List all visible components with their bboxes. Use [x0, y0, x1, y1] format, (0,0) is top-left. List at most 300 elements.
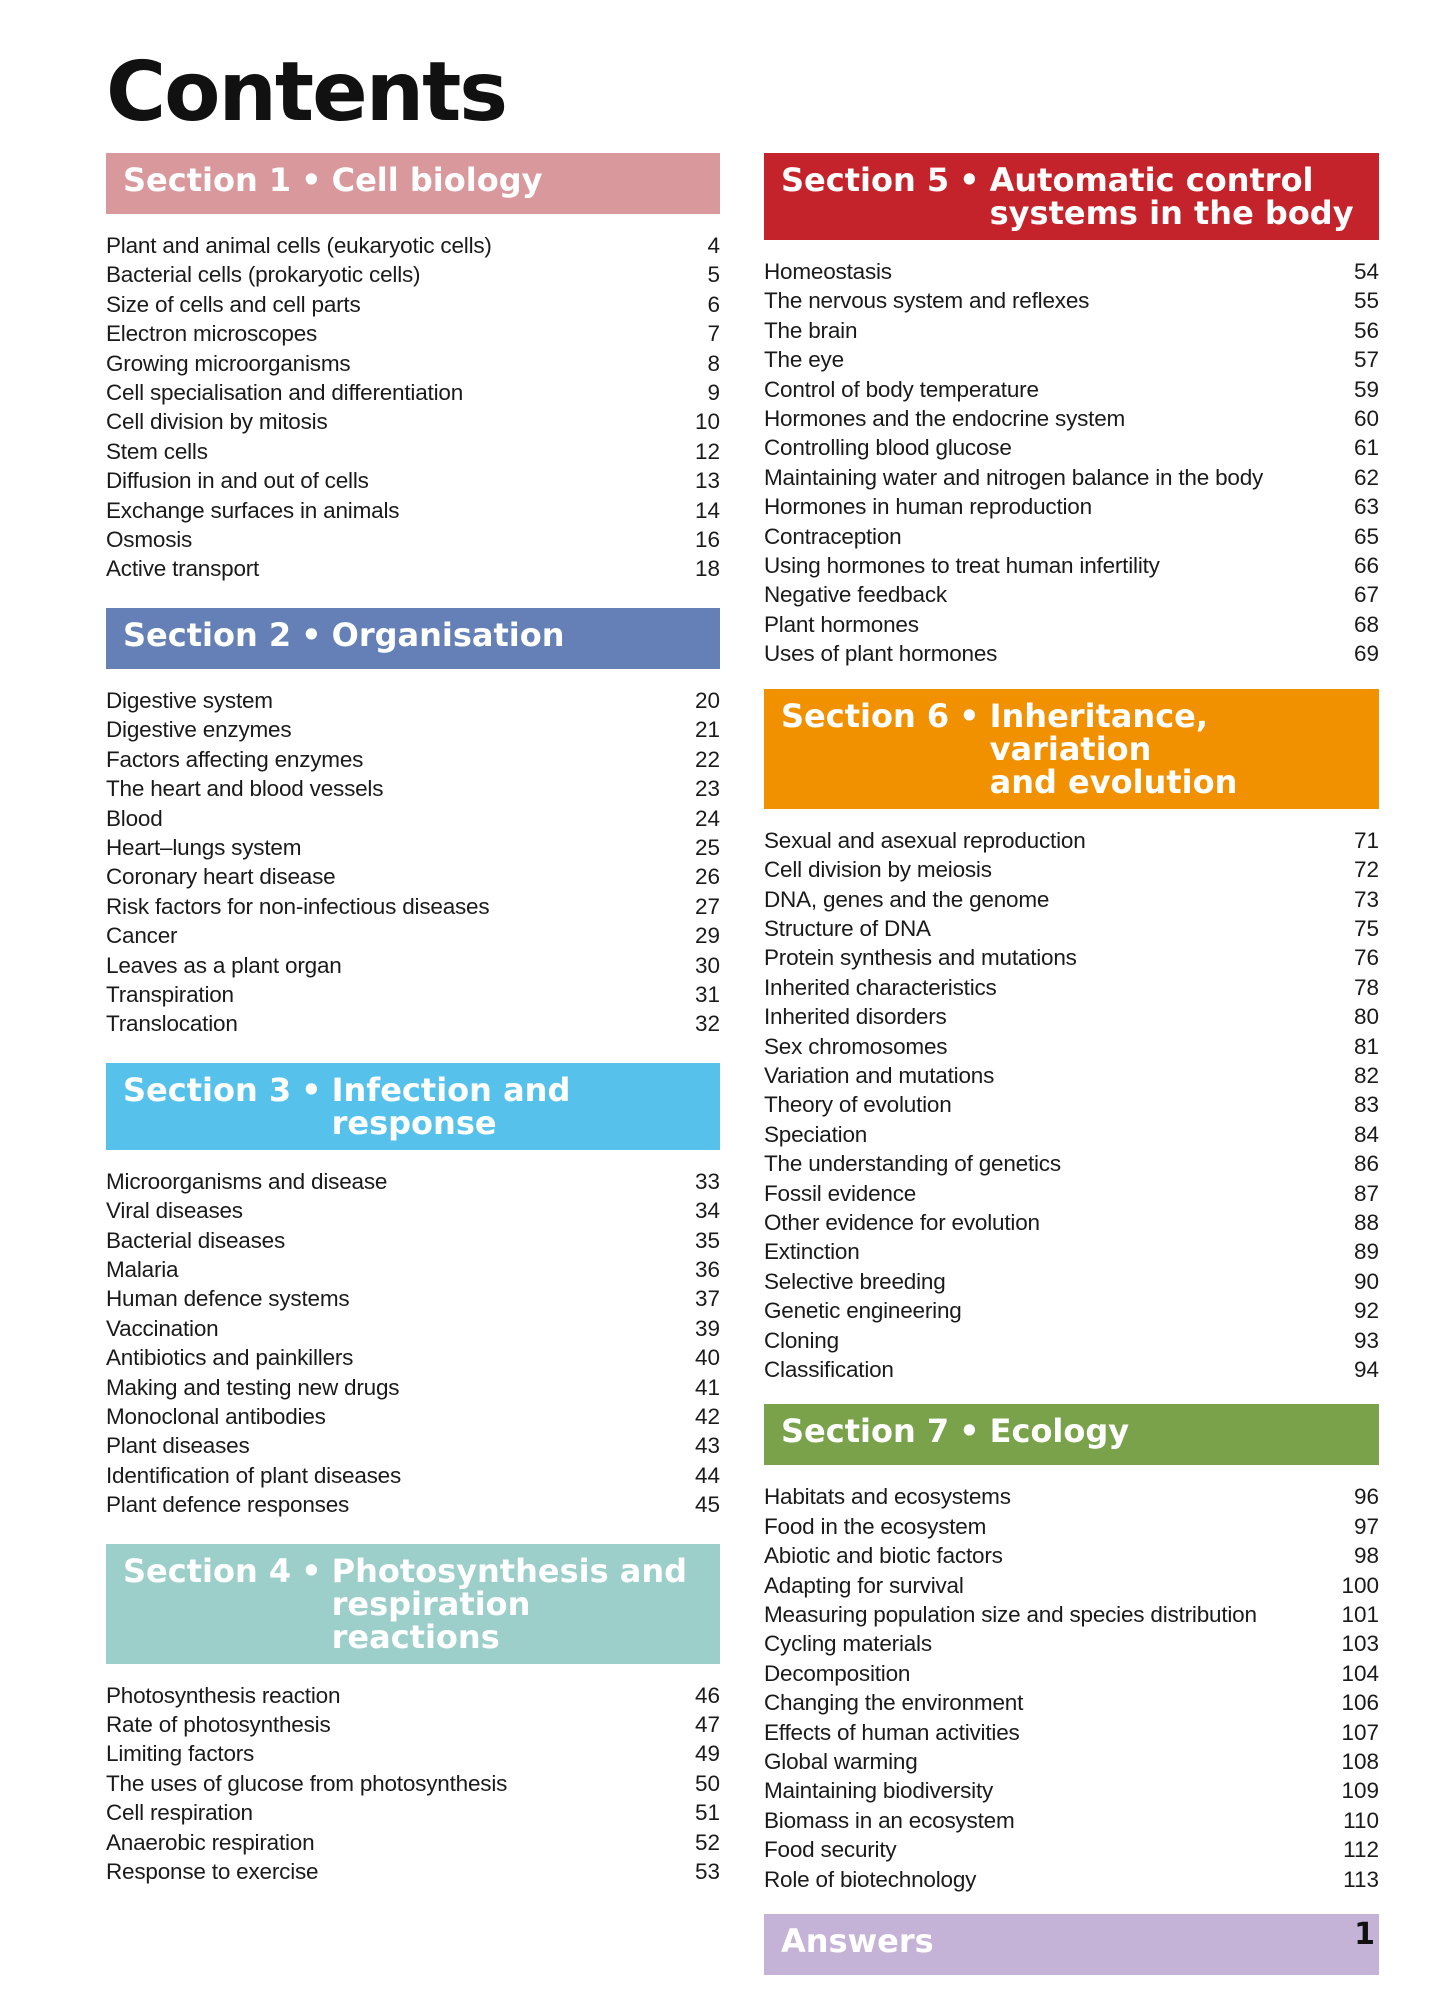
entry-page-number: 63 — [1353, 494, 1379, 520]
toc-entry[interactable] — [106, 1314, 720, 1343]
section-4 — [106, 1544, 720, 1887]
entry-page-number: 83 — [1353, 1092, 1379, 1118]
toc-entry[interactable] — [764, 1032, 1379, 1061]
toc-entry[interactable] — [764, 1149, 1379, 1178]
entry-page-number: 88 — [1353, 1209, 1379, 1235]
section-title: Organisation — [331, 615, 565, 654]
toc-entry[interactable] — [106, 1461, 720, 1490]
entry-page-number: 78 — [1353, 974, 1379, 1000]
entry-page-number: 52 — [694, 1829, 720, 1855]
toc-entry[interactable] — [106, 407, 720, 436]
entry-title: Negative feedback — [764, 582, 947, 608]
section-number: Section 4 • — [123, 1555, 332, 1588]
entry-title: Risk factors for non-infectious diseases — [106, 893, 490, 919]
entry-title: The brain — [764, 317, 858, 343]
entry-page-number: 92 — [1353, 1298, 1379, 1324]
entry-title: Hormones and the endocrine system — [764, 406, 1126, 432]
entry-page-number: 29 — [694, 923, 720, 949]
toc-entry[interactable] — [106, 349, 720, 378]
section-2 — [106, 608, 720, 1039]
entry-title: The nervous system and reflexes — [764, 288, 1090, 314]
entry-page-number: 51 — [694, 1800, 720, 1826]
toc-entry[interactable] — [106, 1255, 720, 1284]
section-5 — [764, 153, 1379, 669]
entry-title: The understanding of genetics — [764, 1151, 1061, 1177]
entry-page-number: 93 — [1353, 1327, 1379, 1353]
entry-page-number: 110 — [1343, 1807, 1379, 1833]
toc-entry[interactable] — [764, 1806, 1379, 1835]
entry-page-number: 39 — [694, 1315, 720, 1341]
section-number: Section 7 • — [781, 1415, 990, 1448]
section-title: Automatic control systems in the body — [989, 161, 1354, 232]
entry-title: Coronary heart disease — [106, 864, 336, 890]
entry-title: Bacterial cells (prokaryotic cells) — [106, 262, 421, 288]
toc-entry[interactable] — [106, 1226, 720, 1255]
section-answers — [764, 1914, 1379, 1975]
entry-title: Cell specialisation and differentiation — [106, 380, 464, 406]
entry-page-number: 82 — [1353, 1062, 1379, 1088]
entry-page-number: 59 — [1353, 376, 1379, 402]
toc-entry[interactable] — [106, 466, 720, 495]
toc-entry[interactable] — [106, 1490, 720, 1519]
toc-entry[interactable] — [106, 496, 720, 525]
entry-page-number: 20 — [694, 687, 720, 713]
entry-page-number: 97 — [1353, 1513, 1379, 1539]
entry-title: Food in the ecosystem — [764, 1513, 987, 1539]
entry-title: Uses of plant hormones — [764, 641, 998, 667]
toc-entry[interactable] — [764, 610, 1379, 639]
toc-entry[interactable] — [764, 943, 1379, 972]
section-title: Ecology — [989, 1412, 1130, 1451]
toc-entry[interactable] — [106, 1167, 720, 1196]
toc-entry[interactable] — [106, 1402, 720, 1431]
section-title: Infection and response — [331, 1070, 571, 1142]
entry-page-number: 76 — [1353, 945, 1379, 971]
entry-title: Factors affecting enzymes — [106, 746, 364, 772]
entry-title: Bacterial diseases — [106, 1227, 285, 1253]
entry-page-number: 67 — [1353, 582, 1379, 608]
toc-entry[interactable] — [764, 885, 1379, 914]
entry-page-number: 98 — [1353, 1543, 1379, 1569]
entry-title: Plant hormones — [764, 611, 919, 637]
entry-page-number: 45 — [694, 1492, 720, 1518]
entry-page-number: 53 — [694, 1859, 720, 1885]
entry-title: Cloning — [764, 1327, 839, 1353]
entry-title: Sexual and asexual reproduction — [764, 827, 1086, 853]
toc-entry[interactable] — [764, 316, 1379, 345]
entry-title: Structure of DNA — [764, 915, 931, 941]
entry-page-number: 73 — [1353, 886, 1379, 912]
toc-entry[interactable] — [106, 260, 720, 289]
entry-page-number: 50 — [694, 1770, 720, 1796]
toc-entry[interactable] — [764, 1718, 1379, 1747]
toc-entry[interactable] — [106, 1857, 720, 1886]
entry-page-number: 21 — [694, 717, 720, 743]
toc-entry[interactable] — [106, 1710, 720, 1739]
toc-entry[interactable] — [764, 1865, 1379, 1894]
section-title: Photosynthesis and respiration reactions — [331, 1551, 688, 1656]
entry-page-number: 100 — [1341, 1572, 1379, 1598]
toc-entry[interactable] — [764, 522, 1379, 551]
entry-title: Cycling materials — [764, 1631, 932, 1657]
entry-title: Inherited characteristics — [764, 974, 997, 1000]
section-header[interactable] — [764, 689, 1379, 809]
toc-entry[interactable] — [764, 1267, 1379, 1296]
toc-entry[interactable] — [106, 554, 720, 583]
entry-page-number: 81 — [1353, 1033, 1379, 1059]
toc-entry[interactable] — [764, 1326, 1379, 1355]
toc-entry[interactable] — [764, 1061, 1379, 1090]
entry-page-number: 14 — [694, 497, 720, 523]
entry-page-number: 37 — [694, 1286, 720, 1312]
toc-entry[interactable] — [106, 319, 720, 348]
entry-page-number: 65 — [1353, 523, 1379, 549]
entry-page-number: 86 — [1353, 1151, 1379, 1177]
toc-entry[interactable] — [764, 1835, 1379, 1864]
entry-title: Cell division by mitosis — [106, 409, 328, 435]
entry-title: Control of body temperature — [764, 376, 1039, 402]
toc-entry[interactable] — [764, 492, 1379, 521]
entry-title: Leaves as a plant organ — [106, 952, 342, 978]
entry-title: Cancer — [106, 923, 178, 949]
entry-title: Changing the environment — [764, 1690, 1024, 1716]
answers-header[interactable] — [764, 1914, 1379, 1975]
toc-entry[interactable] — [106, 804, 720, 833]
toc-entry[interactable] — [106, 1681, 720, 1710]
entry-page-number: 9 — [707, 380, 720, 406]
entry-title: Electron microscopes — [106, 321, 318, 347]
entry-page-number: 30 — [694, 952, 720, 978]
entry-title: Adapting for survival — [764, 1572, 964, 1598]
toc-entry[interactable] — [106, 892, 720, 921]
toc-entry[interactable] — [764, 433, 1379, 462]
toc-entry[interactable] — [106, 231, 720, 260]
section-1 — [106, 153, 720, 584]
entry-page-number: 26 — [694, 864, 720, 890]
entry-page-number: 12 — [694, 438, 720, 464]
entry-list — [764, 809, 1379, 1385]
entry-list — [106, 1150, 720, 1520]
toc-entry[interactable] — [106, 1196, 720, 1225]
entry-title: Exchange surfaces in animals — [106, 497, 400, 523]
entry-list — [106, 214, 720, 584]
entry-page-number: 87 — [1353, 1180, 1379, 1206]
entry-title: Maintaining biodiversity — [764, 1778, 994, 1804]
entry-title: Plant diseases — [106, 1433, 250, 1459]
entry-title: Theory of evolution — [764, 1092, 952, 1118]
entry-page-number: 5 — [707, 262, 720, 288]
section-header[interactable] — [106, 1544, 720, 1664]
entry-title: Controlling blood glucose — [764, 435, 1012, 461]
section-number: Section 6 • — [781, 700, 990, 733]
entry-page-number: 4 — [707, 233, 720, 258]
entry-title: Sex chromosomes — [764, 1033, 948, 1059]
toc-entry[interactable] — [106, 686, 720, 715]
entry-page-number: 55 — [1353, 288, 1379, 314]
entry-page-number: 66 — [1353, 553, 1379, 579]
entry-title: Other evidence for evolution — [764, 1209, 1040, 1235]
toc-entry[interactable] — [106, 1769, 720, 1798]
toc-entry[interactable] — [764, 1296, 1379, 1325]
toc-entry[interactable] — [106, 862, 720, 891]
section-header[interactable] — [764, 153, 1379, 240]
section-number: Section 2 • — [123, 619, 332, 652]
entry-page-number: 109 — [1341, 1778, 1379, 1804]
section-header[interactable] — [106, 1063, 720, 1150]
toc-entry[interactable] — [764, 463, 1379, 492]
entry-title: Measuring population size and species distribution — [764, 1602, 1257, 1628]
entry-title: Transpiration — [106, 981, 234, 1007]
entry-list — [106, 669, 720, 1039]
entry-page-number: 32 — [694, 1011, 720, 1037]
entry-title: Digestive system — [106, 687, 273, 713]
entry-title: Viral diseases — [106, 1198, 243, 1224]
entry-title: Active transport — [106, 556, 260, 582]
entry-title: Inherited disorders — [764, 1004, 947, 1030]
toc-entry[interactable] — [764, 286, 1379, 315]
entry-page-number: 108 — [1341, 1749, 1379, 1775]
entry-page-number: 112 — [1343, 1837, 1379, 1863]
entry-page-number: 22 — [694, 746, 720, 772]
section-7 — [764, 1404, 1379, 1894]
entry-title: Size of cells and cell parts — [106, 291, 361, 317]
entry-page-number: 101 — [1341, 1602, 1379, 1628]
toc-entry[interactable] — [106, 1343, 720, 1372]
entry-page-number: 34 — [694, 1198, 720, 1224]
section-header[interactable] — [106, 153, 720, 214]
section-title: Cell biology — [331, 161, 543, 199]
entry-page-number: 72 — [1353, 857, 1379, 883]
entry-title: Anaerobic respiration — [106, 1829, 315, 1855]
toc-entry[interactable] — [106, 715, 720, 744]
entry-page-number: 57 — [1353, 347, 1379, 373]
entry-title: Human defence systems — [106, 1286, 350, 1312]
entry-title: Diffusion in and out of cells — [106, 468, 369, 494]
entry-title: Identification of plant diseases — [106, 1462, 402, 1488]
entry-title: Variation and mutations — [764, 1062, 995, 1088]
entry-page-number: 36 — [694, 1256, 720, 1282]
toc-entry[interactable] — [764, 1659, 1379, 1688]
entry-title: Extinction — [764, 1239, 860, 1265]
toc-entry[interactable] — [106, 1373, 720, 1402]
entry-page-number: 24 — [694, 805, 720, 831]
toc-entry[interactable] — [764, 404, 1379, 433]
toc-entry[interactable] — [764, 1090, 1379, 1119]
page-title: Contents — [106, 45, 507, 140]
entry-page-number: 35 — [694, 1227, 720, 1253]
entry-page-number: 49 — [694, 1741, 720, 1767]
entry-page-number: 84 — [1353, 1121, 1379, 1147]
entry-page-number: 80 — [1353, 1004, 1379, 1030]
toc-entry[interactable] — [764, 1629, 1379, 1658]
toc-entry[interactable] — [106, 951, 720, 980]
entry-title: Malaria — [106, 1256, 179, 1282]
toc-entry[interactable] — [106, 290, 720, 319]
entry-title: Fossil evidence — [764, 1180, 917, 1206]
entry-page-number: 61 — [1353, 435, 1379, 461]
toc-entry[interactable] — [764, 1237, 1379, 1266]
entry-page-number: 94 — [1353, 1357, 1379, 1382]
entry-page-number: 25 — [694, 834, 720, 860]
toc-entry[interactable] — [764, 375, 1379, 404]
entry-title: Growing microorganisms — [106, 350, 351, 376]
entry-page-number: 103 — [1341, 1631, 1379, 1657]
entry-page-number: 46 — [694, 1682, 720, 1708]
toc-entry[interactable] — [764, 914, 1379, 943]
toc-entry[interactable] — [106, 437, 720, 466]
toc-entry[interactable] — [106, 1431, 720, 1460]
toc-entry[interactable] — [106, 980, 720, 1009]
entry-title: DNA, genes and the genome — [764, 886, 1050, 912]
section-number: Section 5 • — [781, 164, 990, 197]
entry-page-number: 33 — [694, 1168, 720, 1194]
toc-entry[interactable] — [764, 1776, 1379, 1805]
entry-title: Protein synthesis and mutations — [764, 945, 1077, 971]
entry-title: Using hormones to treat human infertility — [764, 553, 1160, 579]
entry-title: Decomposition — [764, 1660, 911, 1686]
entry-title: Cell respiration — [106, 1800, 253, 1826]
entry-title: Speciation — [764, 1121, 868, 1147]
toc-entry[interactable] — [764, 973, 1379, 1002]
entry-title: Role of biotechnology — [764, 1866, 977, 1892]
left-column — [106, 153, 720, 1886]
toc-entry[interactable] — [106, 921, 720, 950]
entry-title: Hormones in human reproduction — [764, 494, 1092, 520]
entry-title: Translocation — [106, 1011, 238, 1037]
toc-entry[interactable] — [764, 1355, 1379, 1384]
entry-page-number: 89 — [1353, 1239, 1379, 1265]
entry-page-number: 23 — [694, 776, 720, 802]
toc-entry[interactable] — [764, 1688, 1379, 1717]
entry-title: Monoclonal antibodies — [106, 1404, 326, 1429]
entry-page-number: 62 — [1353, 464, 1379, 490]
toc-entry[interactable] — [106, 378, 720, 407]
toc-entry[interactable] — [764, 1482, 1379, 1511]
entry-title: Habitats and ecosystems — [764, 1484, 1011, 1510]
section-header[interactable] — [764, 1404, 1379, 1465]
entry-page-number: 44 — [694, 1462, 720, 1488]
toc-entry[interactable] — [764, 1120, 1379, 1149]
entry-page-number: 7 — [707, 321, 720, 347]
entry-title: Maintaining water and nitrogen balance in the body — [764, 464, 1264, 490]
entry-title: Plant defence responses — [106, 1492, 350, 1518]
toc-entry[interactable] — [106, 1739, 720, 1768]
section-number: Section 1 • — [123, 164, 332, 197]
toc-entry[interactable] — [764, 1208, 1379, 1237]
toc-entry[interactable] — [764, 826, 1379, 855]
entry-title: Vaccination — [106, 1315, 219, 1341]
toc-entry[interactable] — [764, 551, 1379, 580]
answers-title: Answers — [781, 1922, 934, 1961]
entry-title: Effects of human activities — [764, 1719, 1020, 1745]
entry-title: Food security — [764, 1837, 897, 1863]
entry-page-number: 56 — [1353, 317, 1379, 343]
entry-list — [764, 1465, 1379, 1894]
entry-title: Heart–lungs system — [106, 834, 302, 860]
entry-page-number: 69 — [1353, 641, 1379, 667]
entry-title: Stem cells — [106, 438, 208, 464]
entry-page-number: 18 — [694, 556, 720, 582]
entry-title: Response to exercise — [106, 1859, 319, 1885]
toc-entry[interactable] — [764, 580, 1379, 609]
entry-title: Limiting factors — [106, 1741, 255, 1767]
entry-page-number: 68 — [1353, 611, 1379, 637]
entry-title: Plant and animal cells (eukaryotic cells) — [106, 233, 492, 258]
entry-page-number: 60 — [1353, 406, 1379, 432]
entry-page-number: 54 — [1353, 259, 1379, 284]
entry-page-number: 40 — [694, 1345, 720, 1371]
section-title: Inheritance, variation and evolution — [989, 696, 1238, 801]
toc-entry[interactable] — [764, 1571, 1379, 1600]
toc-entry[interactable] — [106, 1284, 720, 1313]
entry-page-number: 16 — [694, 527, 720, 553]
entry-page-number: 90 — [1353, 1268, 1379, 1294]
entry-page-number: 13 — [694, 468, 720, 494]
entry-page-number: 104 — [1341, 1660, 1379, 1686]
section-6 — [764, 689, 1379, 1385]
entry-title: Genetic engineering — [764, 1298, 962, 1324]
toc-entry[interactable] — [764, 257, 1379, 286]
entry-title: Osmosis — [106, 527, 193, 553]
toc-entry[interactable] — [764, 345, 1379, 374]
entry-page-number: 27 — [694, 893, 720, 919]
entry-list — [764, 240, 1379, 669]
toc-entry[interactable] — [764, 1002, 1379, 1031]
entry-page-number: 106 — [1341, 1690, 1379, 1716]
entry-title: Photosynthesis reaction — [106, 1682, 341, 1708]
entry-page-number: 8 — [707, 350, 720, 376]
entry-page-number: 10 — [694, 409, 720, 435]
entry-title: The uses of glucose from photosynthesis — [106, 1770, 508, 1796]
entry-title: Microorganisms and disease — [106, 1168, 388, 1194]
entry-page-number: 113 — [1343, 1866, 1379, 1892]
section-header[interactable] — [106, 608, 720, 669]
toc-entry[interactable] — [764, 639, 1379, 668]
toc-entry[interactable] — [106, 525, 720, 554]
entry-page-number: 71 — [1353, 827, 1379, 853]
entry-page-number: 41 — [694, 1374, 720, 1400]
entry-title: Antibiotics and painkillers — [106, 1345, 354, 1371]
toc-entry[interactable] — [764, 1600, 1379, 1629]
section-3 — [106, 1063, 720, 1520]
entry-list — [106, 1664, 720, 1887]
toc-entry[interactable] — [106, 1009, 720, 1038]
toc-entry[interactable] — [106, 833, 720, 862]
entry-title: Cell division by meiosis — [764, 857, 992, 883]
entry-title: Digestive enzymes — [106, 717, 292, 743]
toc-entry[interactable] — [106, 1828, 720, 1857]
toc-entry[interactable] — [106, 745, 720, 774]
toc-entry[interactable] — [764, 1747, 1379, 1776]
entry-title: Global warming — [764, 1749, 918, 1775]
entry-page-number: 43 — [694, 1433, 720, 1459]
entry-page-number: 47 — [694, 1712, 720, 1738]
toc-entry[interactable] — [764, 1512, 1379, 1541]
toc-entry[interactable] — [106, 774, 720, 803]
entry-title: The heart and blood vessels — [106, 776, 384, 802]
entry-title: Homeostasis — [764, 259, 892, 284]
entry-page-number: 107 — [1341, 1719, 1379, 1745]
entry-title: The eye — [764, 347, 844, 373]
entry-title: Selective breeding — [764, 1268, 946, 1294]
toc-entry[interactable] — [764, 855, 1379, 884]
toc-entry[interactable] — [764, 1179, 1379, 1208]
entry-page-number: 42 — [694, 1404, 720, 1429]
page-number: 1 — [1354, 1917, 1375, 1952]
toc-entry[interactable] — [106, 1798, 720, 1827]
entry-title: Rate of photosynthesis — [106, 1712, 331, 1738]
toc-entry[interactable] — [764, 1541, 1379, 1570]
